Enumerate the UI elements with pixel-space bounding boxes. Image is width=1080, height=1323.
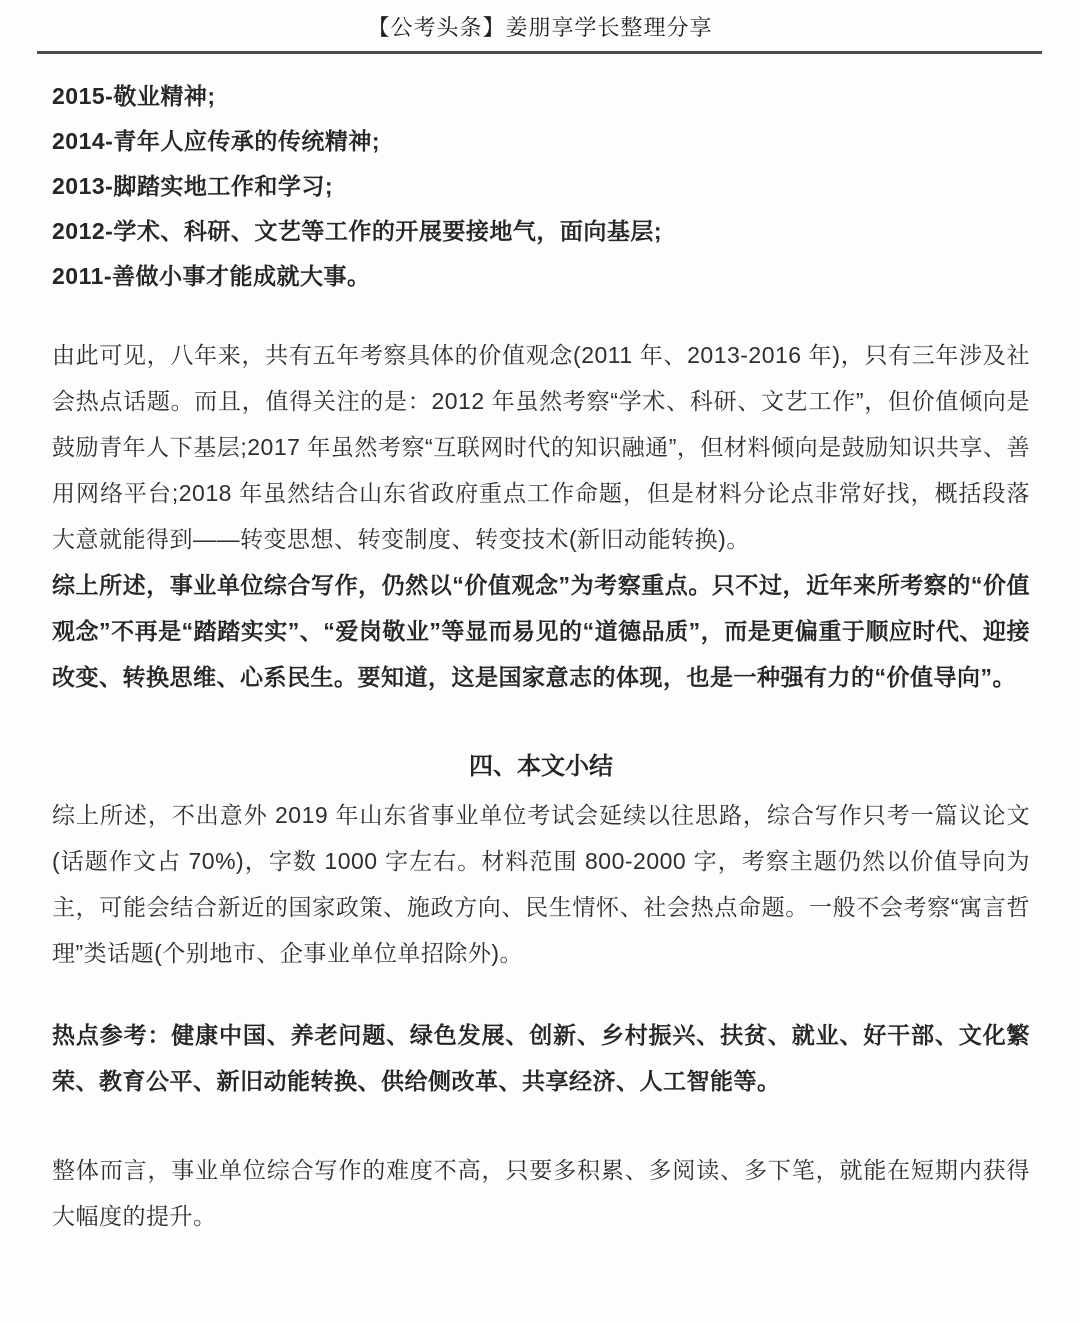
- header-title: 【公考头条】姜朋享学长整理分享: [367, 15, 713, 40]
- document-body: [0, 74, 1080, 1239]
- year-topic-item: 2013-脚踏实地工作和学习;: [52, 173, 333, 199]
- paragraph-conclusion: 综上所述，事业单位综合写作，仍然以“价值观念”为考察重点。只不过，近年来所考察的“价值观念”不再是“踏踏实实”、“爱岗敬业”等显而易见的“道德品质”，而是更偏重于顺应时代、迎接改变、转换思维、心系民生。要知道，这是国家意志的体现，也是一种强有力的“价值导向”。: [52, 572, 1030, 690]
- paragraph-hot-topics: 热点参考：健康中国、养老问题、绿色发展、创新、乡村振兴、扶贫、就业、好干部、文化繁荣、教育公平、新旧动能转换、供给侧改革、共享经济、人工智能等。: [52, 1022, 1030, 1094]
- year-topic-item: 2012-学术、科研、文艺等工作的开展要接地气，面向基层;: [52, 218, 662, 244]
- year-topic-item: 2015-敬业精神;: [52, 83, 216, 109]
- paragraph-analysis: 由此可见，八年来，共有五年考察具体的价值观念(2011 年、2013-2016 年)，只有三年涉及社会热点话题。而且，值得关注的是：2012 年虽然考察“学术、科研、文艺工作”，但价值倾向是鼓励青年人下基层;2017 年虽然考察“互联网时代的知识融通”，但材料倾向是鼓励知识共享、善用网络平台;2018 年虽然结合山东省政府重点工作命题，但是材料分论点非常好找，概括段落大意就能得到——转变思想、转变制度、转变技术(新旧动能转换)。: [52, 342, 1030, 552]
- year-topic-item: 2014-青年人应传承的传统精神;: [52, 128, 380, 154]
- year-topic-item: 2011-善做小事才能成就大事。: [52, 263, 371, 289]
- header-divider: [37, 51, 1042, 54]
- paragraph-closing: 整体而言，事业单位综合写作的难度不高，只要多积累、多阅读、多下笔，就能在短期内获得大幅度的提升。: [52, 1157, 1030, 1229]
- section-title: 四、本文小结: [469, 753, 613, 780]
- page-header: [0, 0, 1080, 42]
- year-topic-list: [52, 74, 1030, 299]
- paragraph-summary: 综上所述，不出意外 2019 年山东省事业单位考试会延续以往思路，综合写作只考一篇议论文(话题作文占 70%)，字数 1000 字左右。材料范围 800-2000 字，考察主题仍然以价值导向为主，可能会结合新近的国家政策、施政方向、民生情怀、社会热点命题。一般不会考察“寓言哲理”类话题(个别地市、企事业单位单招除外)。: [52, 802, 1030, 966]
